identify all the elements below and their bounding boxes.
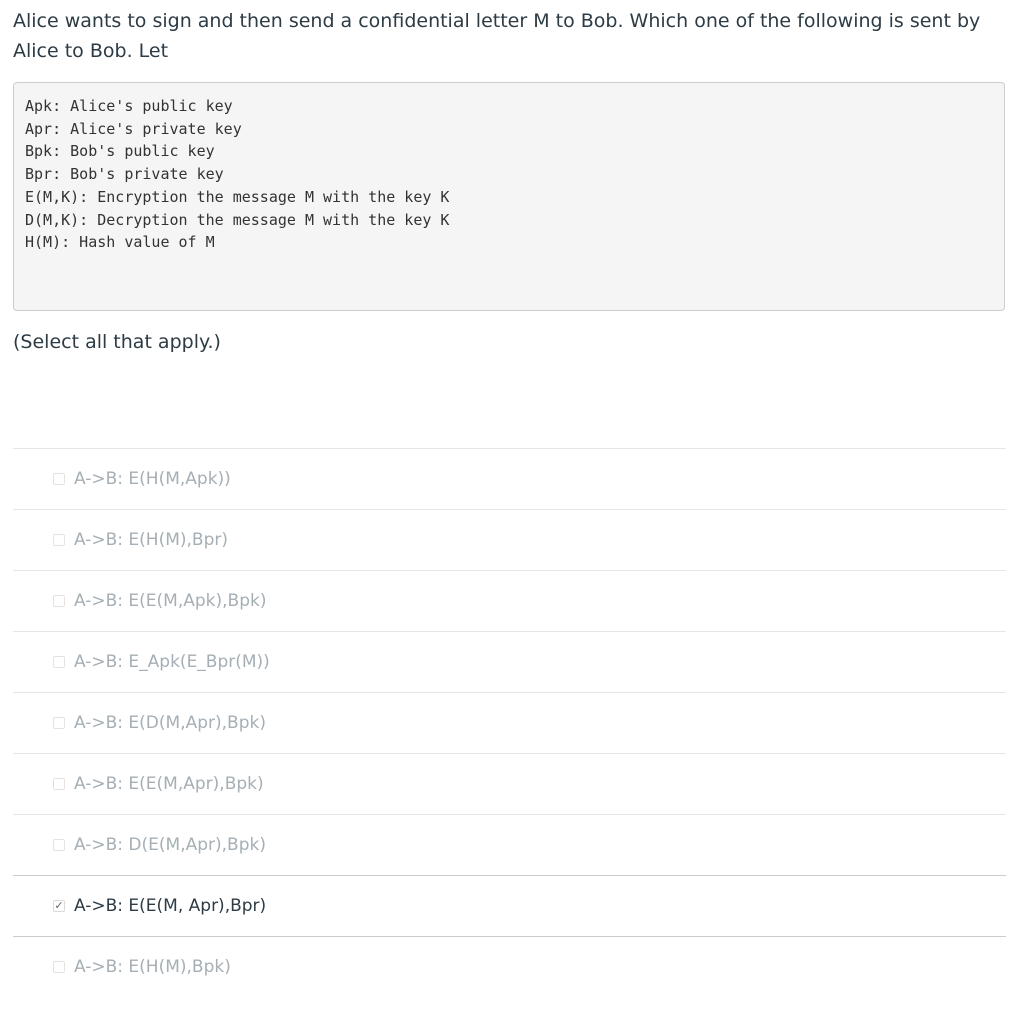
answer-label[interactable]: A->B: E_Apk(E_Bpr(M)) (74, 652, 270, 672)
answer-option[interactable] (13, 509, 1006, 570)
answer-option[interactable] (13, 692, 1006, 753)
answer-checkbox[interactable] (53, 839, 65, 851)
answer-label[interactable]: A->B: D(E(M,Apr),Bpk) (74, 835, 266, 855)
definition-line: Apr: Alice's private key (25, 119, 242, 138)
answer-label[interactable]: A->B: E(E(M,Apk),Bpk) (74, 591, 267, 611)
answer-label[interactable]: A->B: E(D(M,Apr),Bpk) (74, 713, 266, 733)
answer-checkbox[interactable] (53, 473, 65, 485)
answer-option[interactable] (13, 875, 1006, 936)
answer-label[interactable]: A->B: E(H(M),Bpr) (74, 530, 228, 550)
answer-option[interactable] (13, 814, 1006, 875)
definition-line: Bpr: Bob's private key (25, 165, 224, 184)
definition-line: E(M,K): Encryption the message M with the key K (25, 187, 450, 206)
answer-checkbox[interactable] (53, 717, 65, 729)
answer-label[interactable]: A->B: E(H(M,Apk)) (74, 469, 231, 489)
answer-checkbox[interactable] (53, 778, 65, 790)
answer-option[interactable] (13, 570, 1006, 631)
answer-option[interactable] (13, 448, 1006, 509)
answer-checkbox[interactable] (53, 534, 65, 546)
answer-label[interactable]: A->B: E(H(M),Bpk) (74, 957, 231, 977)
definition-line: Apk: Alice's public key (25, 97, 233, 115)
answer-checkbox[interactable] (53, 595, 65, 607)
definition-line: Bpk: Bob's public key (25, 142, 215, 161)
answer-checkbox[interactable] (53, 656, 65, 668)
answer-checkbox-checked[interactable] (53, 900, 65, 912)
definition-line: H(M): Hash value of M (25, 233, 215, 252)
question-text: Alice wants to sign and then send a confidential letter M to Bob. Which one of the following is sent by Alice to Bob. Let (13, 10, 981, 62)
answer-label[interactable]: A->B: E(E(M,Apr),Bpk) (74, 774, 264, 794)
answer-option[interactable] (13, 753, 1006, 814)
answer-option[interactable] (13, 631, 1006, 692)
answer-checkbox[interactable] (53, 961, 65, 973)
answer-option[interactable] (13, 936, 1006, 997)
check-icon: ✓ (54, 899, 64, 912)
definitions-block (13, 82, 1005, 311)
answer-list (13, 448, 1006, 997)
select-instruction: (Select all that apply.) (13, 331, 221, 353)
definition-line: D(M,K): Decryption the message M with the key K (25, 210, 450, 229)
answer-label[interactable]: A->B: E(E(M, Apr),Bpr) (74, 896, 267, 916)
